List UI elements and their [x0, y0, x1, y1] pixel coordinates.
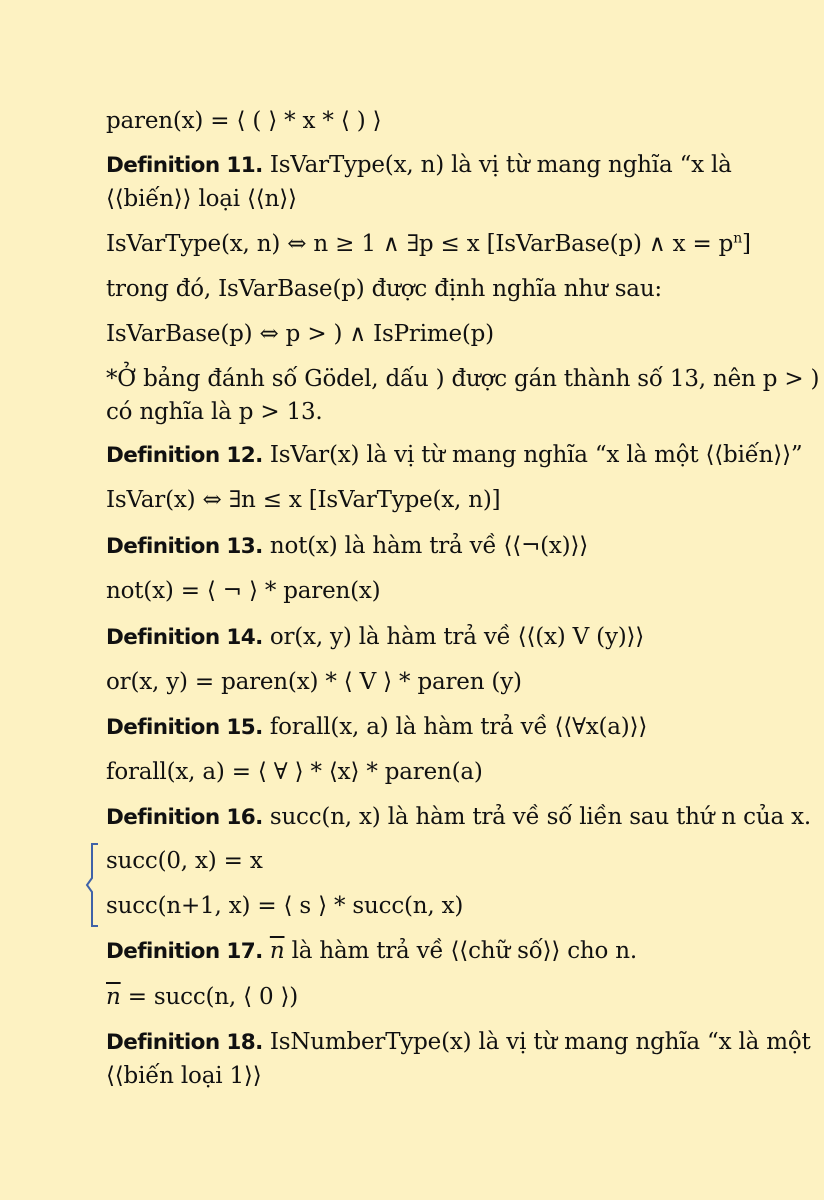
forall-formula: forall(x, a) = ⟨ ∀ ⟩ * ⟨x⟩ * paren(a)	[106, 759, 483, 785]
definition-label: Definition 12.	[106, 443, 263, 468]
definition-11: Definition 11. IsVarType(x, n) là vị từ mang nghĩa “x là	[106, 152, 732, 178]
definition-label: Definition 14.	[106, 625, 263, 650]
definition-label: Definition 13.	[106, 534, 263, 559]
definition-label: Definition 17.	[106, 939, 263, 964]
definition-18: Definition 18. IsNumberType(x) là vị từ mang nghĩa “x là một	[106, 1029, 811, 1055]
definition-label: Definition 15.	[106, 715, 263, 740]
godel-note: *Ở bảng đánh số Gödel, dấu ) được gán thành số 13, nên p > )	[106, 366, 820, 392]
definition-label: Definition 18.	[106, 1030, 263, 1055]
not-formula: not(x) = ⟨ ¬ ⟩ * paren(x)	[106, 578, 381, 604]
succ-base-case: succ(0, x) = x	[106, 848, 263, 874]
definition-13: Definition 13. not(x) là hàm trả về ⟨⟨¬(x)⟩⟩	[106, 533, 588, 559]
definition-18-continued: ⟨⟨biến loại 1⟩⟩	[106, 1063, 262, 1089]
definition-12: Definition 12. IsVar(x) là vị từ mang nghĩa “x là một ⟨⟨biến⟩⟩”	[106, 442, 803, 468]
isvarbase-intro: trong đó, IsVarBase(p) được định nghĩa như sau:	[106, 276, 662, 302]
definition-11-continued: ⟨⟨biến⟩⟩ loại ⟨⟨n⟩⟩	[106, 186, 297, 212]
paren-formula: paren(x) = ⟨ ( ⟩ * x * ⟨ ) ⟩	[106, 108, 382, 134]
numeral-formula: $\overline{n}$ = succ(n, ⟨ 0 ⟩)	[106, 984, 299, 1010]
godel-note-continued: có nghĩa là p > 13.	[106, 399, 323, 425]
definition-14: Definition 14. or(x, y) là hàm trả về ⟨⟨(x) V (y)⟩⟩	[106, 624, 645, 650]
definition-label: Definition 11.	[106, 153, 263, 178]
definition-16: Definition 16. succ(n, x) là hàm trả về số liền sau thứ n của x.	[106, 804, 811, 830]
definition-17: Definition 17. $\overline{n}$ là hàm trả về ⟨⟨chữ số⟩⟩ cho n.	[106, 938, 638, 964]
succ-recursive-case: succ(n+1, x) = ⟨ s ⟩ * succ(n, x)	[106, 893, 464, 919]
isvarbase-formula: IsVarBase(p) ⇔ p > ) ∧ IsPrime(p)	[106, 321, 494, 347]
left-brace-icon	[84, 842, 100, 928]
isvartype-formula: IsVarType(x, n) ⇔ n ≥ 1 ∧ ∃p ≤ x [IsVarBase(p) ∧ $x = p^n$]	[106, 230, 751, 257]
definition-label: Definition 16.	[106, 805, 263, 830]
isvar-formula: IsVar(x) ⇔ ∃n ≤ x [IsVarType(x, n)]	[106, 487, 501, 513]
definition-15: Definition 15. forall(x, a) là hàm trả về ⟨⟨∀x(a)⟩⟩	[106, 714, 648, 740]
or-formula: or(x, y) = paren(x) * ⟨ V ⟩ * paren (y)	[106, 669, 522, 695]
